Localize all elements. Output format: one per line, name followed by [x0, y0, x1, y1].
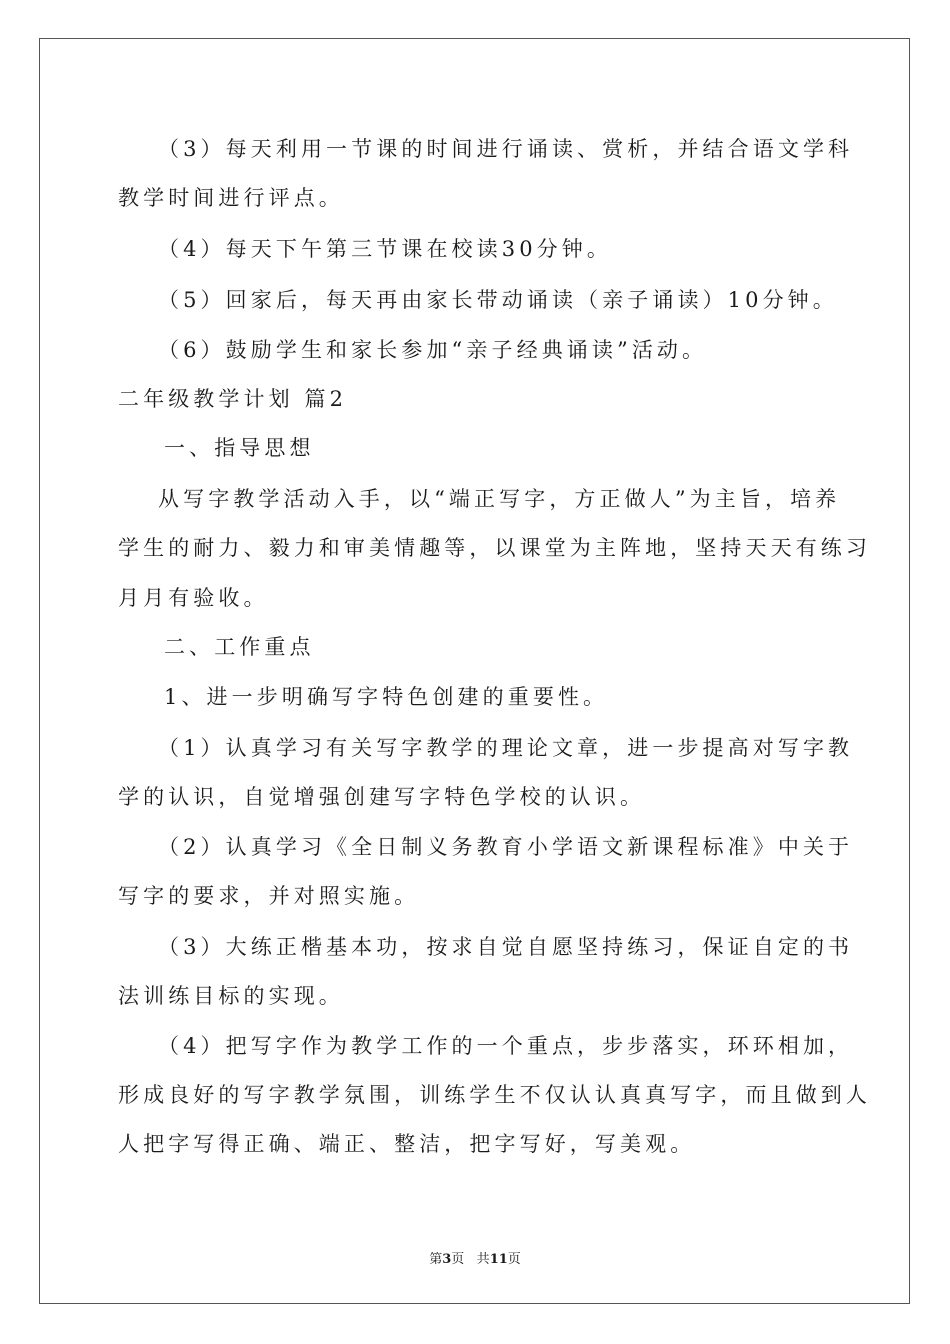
section-title: 二年级教学计划 篇2 [118, 387, 348, 411]
text-line: （1）认真学习有关写字教学的理论文章，进一步提高对写字教 [158, 736, 854, 760]
text-line: 学生的耐力、毅力和审美情趣等，以课堂为主阵地，坚持天天有练习 [118, 536, 871, 560]
text-line: 法训练目标的实现。 [118, 984, 344, 1008]
text-line: （5）回家后，每天再由家长带动诵读（亲子诵读）10分钟。 [158, 288, 838, 312]
page-prefix: 第 [429, 1252, 443, 1267]
text-line: 人把字写得正确、端正、整洁，把字写好，写美观。 [118, 1132, 696, 1156]
text-line: （3）大练正楷基本功，按求自觉自愿坚持练习，保证自定的书 [158, 935, 854, 959]
page-number: 3 [442, 1252, 452, 1267]
text-line: （3）每天利用一节课的时间进行诵读、赏析，并结合语文学科 [158, 137, 854, 161]
text-line: （4）每天下午第三节课在校读30分钟。 [158, 237, 612, 261]
text-line: 学的认识，自觉增强创建写字特色学校的认识。 [118, 785, 646, 809]
text-line: 写字的要求，并对照实施。 [118, 884, 420, 908]
text-line: 形成良好的写字教学氛围，训练学生不仅认认真真写字，而且做到人 [118, 1083, 871, 1107]
page-total: 11 [489, 1252, 508, 1267]
page-footer [0, 1248, 950, 1267]
page-suffix: 页 [451, 1252, 465, 1267]
text-line: 从写字教学活动入手，以“端正写字，方正做人”为主旨，培养 [158, 487, 841, 511]
text-line: （6）鼓励学生和家长参加“亲子经典诵读”活动。 [158, 338, 708, 362]
heading-guiding-thought: 一、指导思想 [164, 436, 315, 460]
text-line: （4）把写字作为教学工作的一个重点，步步落实，环环相加， [158, 1034, 854, 1058]
total-suffix: 页 [507, 1252, 521, 1267]
total-prefix: 共 [476, 1252, 490, 1267]
text-line: 1、进一步明确写字特色创建的重要性。 [164, 685, 609, 709]
text-line: 教学时间进行评点。 [118, 186, 344, 210]
text-line: 月月有验收。 [118, 586, 269, 610]
text-line: （2）认真学习《全日制义务教育小学语文新课程标准》中关于 [158, 835, 854, 859]
heading-work-focus: 二、工作重点 [164, 635, 315, 659]
page-border [39, 38, 910, 1304]
